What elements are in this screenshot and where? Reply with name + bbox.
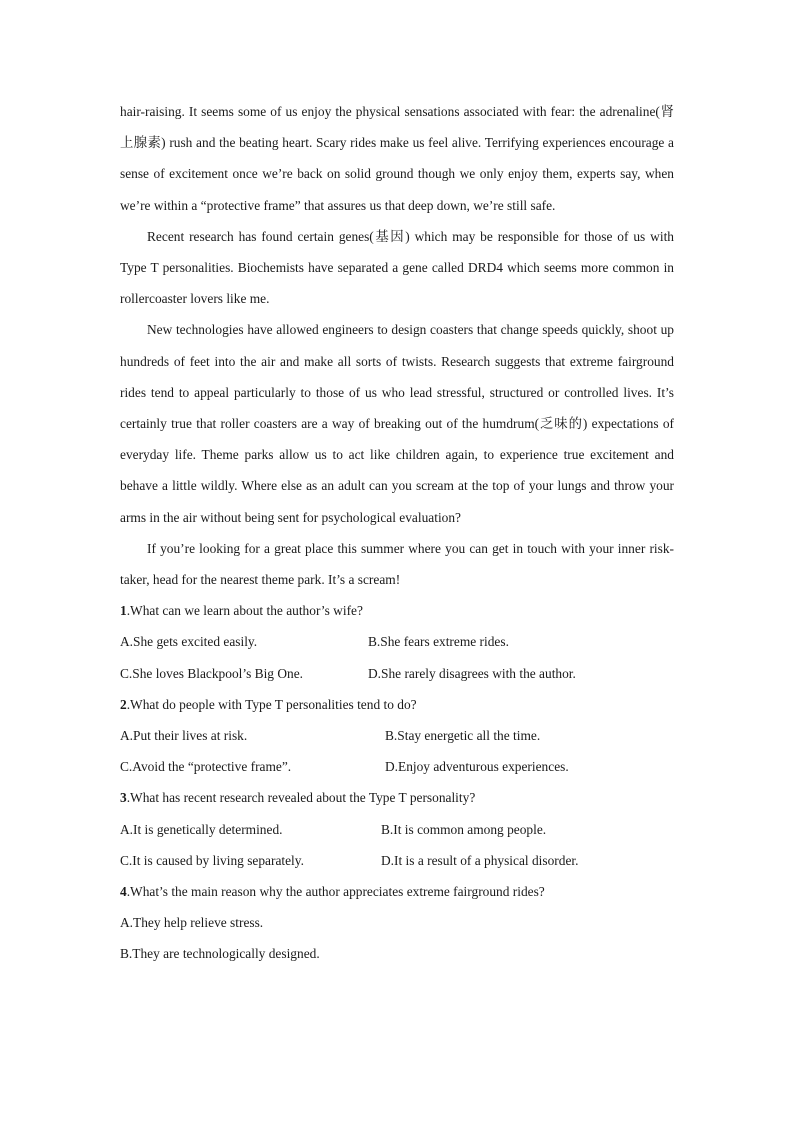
- passage-paragraph-1: hair-raising. It seems some of us enjoy the physical sensations associated with fear: the adrenaline(肾上腺素) rush and the beating heart. Scary rides make us feel alive. Terrifying experiences encourage a sense of excitement once we’re back on solid ground though we only enjoy them, experts say, when we’re within a “protective frame” that assures us that deep down, we’re still safe.: [120, 104, 674, 213]
- question-number: 4: [120, 884, 127, 900]
- question-2: [120, 689, 674, 720]
- option-a: A.Put their lives at risk.: [120, 728, 248, 744]
- option-d: D.Enjoy adventurous experiences.: [385, 759, 569, 775]
- options-row: [120, 658, 674, 689]
- passage-paragraph-3: New technologies have allowed engineers to design coasters that change speeds quickly, shoot up hundreds of feet into the air and make all sorts of twists. Research suggests that extreme fairground rides tend to appeal particularly to those of us who lead stressful, structured or controlled lives. It’s certainly true that roller coasters are a way of breaking out of the humdrum(乏味的) expectations of everyday life. Theme parks allow us to act like children again, to experience true excitement and behave a little wildly. Where else as an adult can you scream at the top of your lungs and throw your arms in the air without being sent for psychological evaluation?: [120, 322, 674, 525]
- passage-paragraph-4: If you’re looking for a great place this summer where you can get in touch with your inner risk-taker, head for the nearest theme park. It’s a scream!: [120, 540, 674, 588]
- option-b: B.It is common among people.: [381, 821, 547, 837]
- passage-paragraph-2: Recent research has found certain genes(基因) which may be responsible for those of us with Type T personalities. Biochemists have separated a gene called DRD4 which seems more common in rollercoaster lovers like me.: [120, 228, 674, 307]
- options-row: [120, 626, 674, 657]
- option-a: A.She gets excited easily.: [120, 634, 258, 650]
- question-4: [120, 876, 674, 907]
- document-page: [120, 96, 674, 970]
- question-3: [120, 782, 674, 813]
- question-text: .What’s the main reason why the author appreciates extreme fairground rides?: [126, 884, 545, 900]
- question-text: .What can we learn about the author’s wife?: [126, 603, 363, 619]
- options-row: [120, 814, 674, 845]
- option-d: D.She rarely disagrees with the author.: [368, 665, 576, 681]
- option-b: B.Stay energetic all the time.: [385, 728, 541, 744]
- options-row: [120, 845, 674, 876]
- option-a: A.It is genetically determined.: [120, 821, 283, 837]
- question-text: .What do people with Type T personalities tend to do?: [126, 696, 417, 712]
- option-a: A.They help relieve stress.: [120, 915, 264, 931]
- option-c: C.It is caused by living separately.: [120, 852, 304, 868]
- options-row: [120, 751, 674, 782]
- option-c: C.She loves Blackpool’s Big One.: [120, 665, 303, 681]
- question-number: 1: [120, 603, 127, 619]
- option-b: B.She fears extreme rides.: [368, 634, 509, 650]
- options-row: [120, 720, 674, 751]
- option-d: D.It is a result of a physical disorder.: [381, 852, 579, 868]
- option-b: B.They are technologically designed.: [120, 946, 320, 962]
- question-text: .What has recent research revealed about the Type T personality?: [126, 790, 476, 806]
- question-number: 2: [120, 696, 127, 712]
- question-number: 3: [120, 790, 127, 806]
- option-c: C.Avoid the “protective frame”.: [120, 759, 292, 775]
- question-1: [120, 595, 674, 626]
